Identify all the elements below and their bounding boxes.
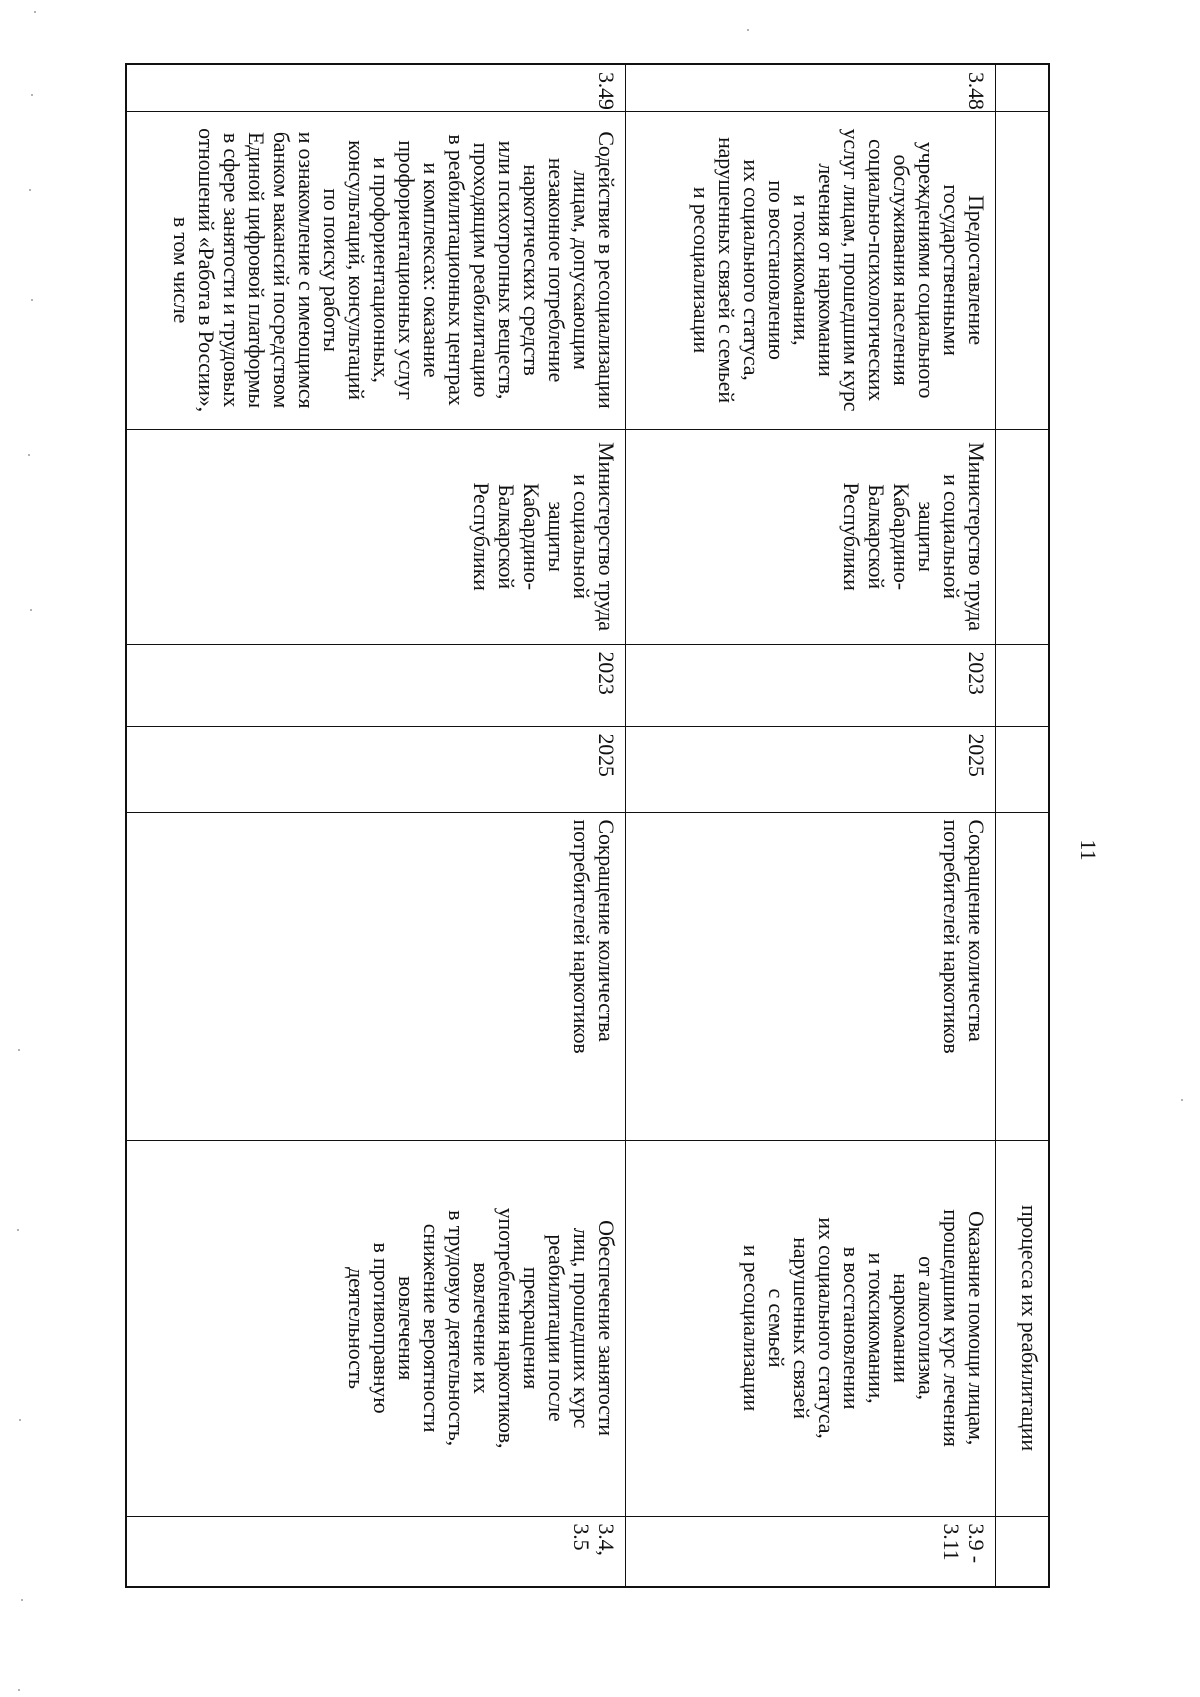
table-row <box>626 64 995 1587</box>
activity-line: в реабилитационных центрах <box>444 134 470 406</box>
goal-line: снижение вероятности <box>419 1223 445 1433</box>
end-year-cell: 2025 <box>626 726 995 812</box>
goal-line: с семьей <box>763 1288 789 1368</box>
activity-line: обслуживания населения <box>888 154 914 386</box>
activity-line: государственными <box>938 184 964 356</box>
activity-line: и комплексах: оказание <box>419 162 445 378</box>
activity-line: и ознакомление с имеющимся <box>294 131 320 409</box>
header-cell-activity <box>995 111 1049 429</box>
activity-line: наркотических средств <box>519 164 545 376</box>
activity-line: консультаций, консультаций <box>344 140 370 400</box>
activity-line: Предоставление <box>963 195 989 345</box>
activity-line: банком вакансий посредством <box>269 131 295 409</box>
goal-line: прошедшим курс лечения <box>938 1209 964 1447</box>
goal-line: и токсикомании, <box>863 1252 889 1404</box>
activities-table <box>125 63 1050 1588</box>
activity-line: в сфере занятости и трудовых <box>219 132 245 408</box>
activity-line: профориентационных услуг <box>394 140 420 400</box>
result-line: потребителей наркотиков <box>569 819 595 1054</box>
executor-line: Кабардино- <box>888 483 914 590</box>
executor-line: и социальной защиты <box>913 474 964 599</box>
activity-cell <box>626 111 995 429</box>
activity-line: в том числе <box>169 216 195 324</box>
goal-line: в трудовую деятельность, <box>444 1210 470 1446</box>
header-cell-end <box>995 726 1049 812</box>
activity-line: лицам, допускающим <box>569 170 595 370</box>
start-year-cell: 2023 <box>126 644 626 726</box>
executor-line: Республики <box>469 482 495 591</box>
goal-cell <box>126 1140 626 1516</box>
goal-cell <box>626 1140 995 1516</box>
header-cell-links <box>995 1516 1049 1587</box>
activity-line: Единой цифровой платформы <box>244 132 270 408</box>
activity-line: их социального статуса, <box>738 159 764 381</box>
header-cell-executor <box>995 429 1049 644</box>
activity-line: нарушенных связей с семьей <box>713 137 739 403</box>
activity-line: учреждениями социального <box>913 141 939 399</box>
activity-line: Содействие в ресоциализации <box>594 131 620 409</box>
activity-line: лечения от наркомании <box>813 163 839 377</box>
goal-line: и ресоциализации <box>738 1244 764 1412</box>
row-number-cell: 3.48 <box>626 64 995 111</box>
row-number-cell: 3.49 <box>126 64 626 111</box>
goal-line: нарушенных связей <box>788 1237 814 1419</box>
header-cell-number <box>995 64 1049 111</box>
activity-line: и ресоциализации <box>688 186 714 354</box>
executor-line: Республики <box>838 482 864 591</box>
activity-line: социально-психологических <box>863 139 889 401</box>
activity-line: и токсикомании, <box>788 194 814 346</box>
result-cell <box>126 812 626 1140</box>
activity-line: и профориентационных, <box>369 157 395 383</box>
activity-line: незаконное потребление <box>544 157 570 383</box>
goal-line: деятельность <box>344 1267 370 1389</box>
page-number: 11 <box>1076 839 1101 861</box>
goal-line: их социального статуса, <box>813 1217 839 1439</box>
goal-line: Оказание помощи лицам, <box>963 1210 989 1446</box>
activity-line: услуг лицам, прошедшим курс <box>838 128 864 412</box>
goal-line: употребления наркотиков, <box>494 1207 520 1449</box>
result-cell <box>626 812 995 1140</box>
executor-line: Министерство труда <box>594 442 620 631</box>
activity-line: или психотропных веществ, <box>494 140 520 400</box>
goal-line: Обеспечение занятости <box>594 1220 620 1436</box>
executor-line: Балкарской <box>494 484 520 589</box>
activity-line: проходящим реабилитацию <box>469 142 495 398</box>
goal-line: прекращения <box>519 1266 545 1390</box>
goal-line: наркомании <box>888 1273 914 1383</box>
goal-line: вовлечения <box>394 1275 420 1381</box>
table-row <box>126 64 626 1587</box>
executor-line: и социальной защиты <box>544 474 595 599</box>
table-header-continuation-row <box>995 64 1049 1587</box>
activity-line: по поиску работы <box>319 188 345 352</box>
goal-line: в восстановлении <box>838 1246 864 1410</box>
goal-line: лиц, прошедших курс <box>569 1227 595 1429</box>
header-cell-start <box>995 644 1049 726</box>
activity-line: по восстановлению <box>763 180 789 360</box>
executor-cell <box>626 429 995 644</box>
links-cell: 3.9 - 3.11 <box>626 1516 995 1587</box>
activity-cell <box>126 111 626 429</box>
executor-cell <box>126 429 626 644</box>
goal-line: реабилитации после <box>544 1234 570 1422</box>
header-cell-goal: процесса их реабилитации <box>995 1140 1049 1516</box>
result-line: Сокращение количества <box>594 819 620 1042</box>
start-year-cell: 2023 <box>626 644 995 726</box>
executor-line: Кабардино- <box>519 483 545 590</box>
header-cell-result <box>995 812 1049 1140</box>
activity-line: отношений «Работа в России», <box>194 128 220 412</box>
executor-line: Балкарской <box>863 484 889 589</box>
executor-line: Министерство труда <box>963 442 989 631</box>
result-line: Сокращение количества <box>963 819 989 1042</box>
end-year-cell: 2025 <box>126 726 626 812</box>
goal-line: в противоправную <box>369 1242 395 1414</box>
goal-line: от алкоголизма, <box>913 1256 939 1400</box>
goal-line: вовлечение их <box>469 1262 495 1394</box>
result-line: потребителей наркотиков <box>938 819 964 1054</box>
links-cell: 3.4, 3.5 <box>126 1516 626 1587</box>
